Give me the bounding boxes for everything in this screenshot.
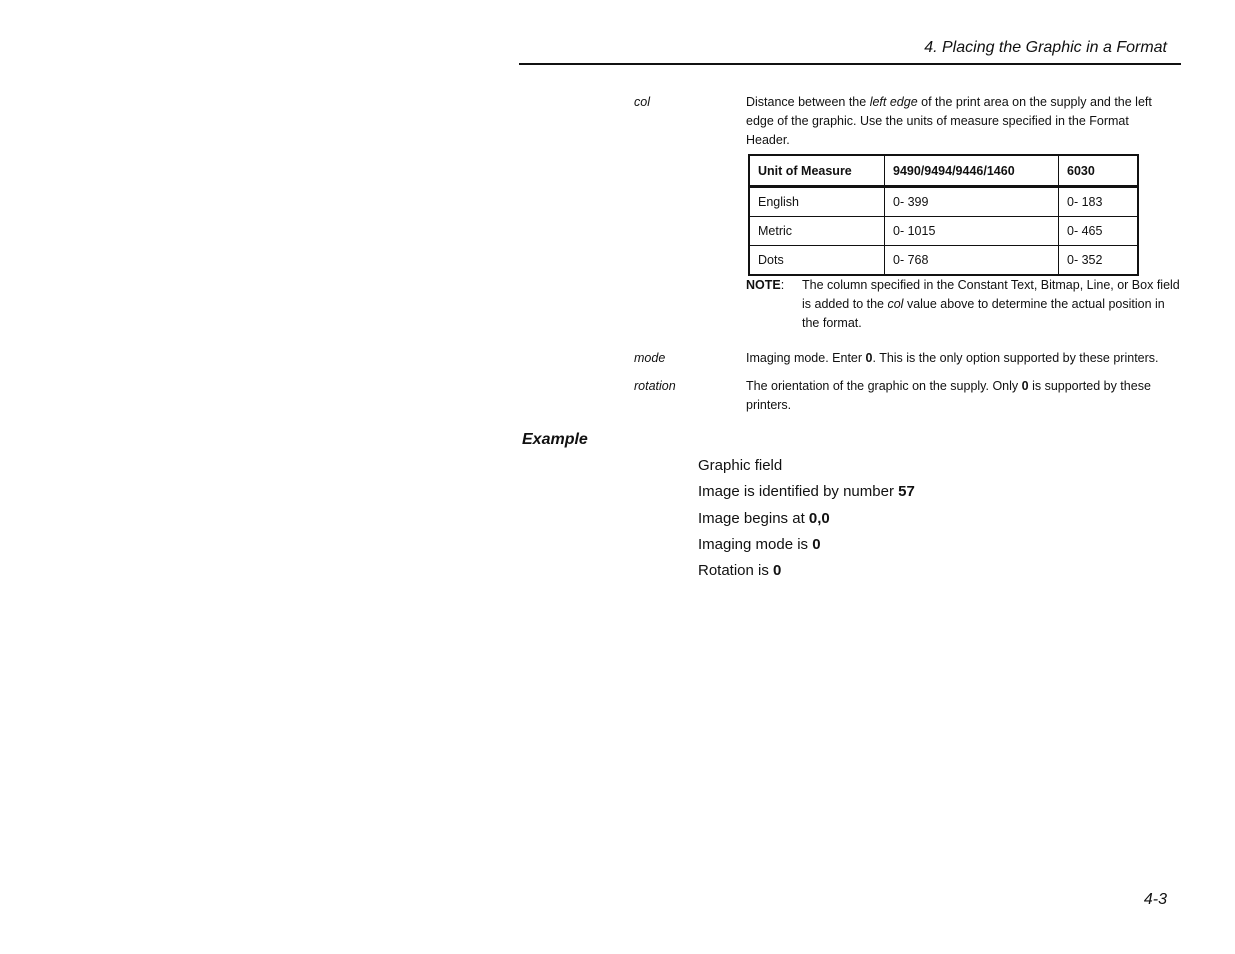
- note-text-1: The column specified in the Constant Text, Bitmap, Line, or Box field is added to the: [802, 278, 1180, 311]
- note-label: [746, 276, 784, 295]
- table-row: [749, 246, 1138, 276]
- table-cell: Metric: [749, 217, 885, 246]
- note-text: [802, 276, 1182, 333]
- note-text-emphasis: col: [887, 297, 904, 311]
- table-cell: 0- 768: [885, 246, 1059, 276]
- list-item: [698, 534, 915, 560]
- chapter-title: 4. Placing the Graphic in a Format: [924, 39, 1167, 56]
- list-item: [698, 560, 915, 586]
- table-cell: English: [749, 187, 885, 217]
- param-term-col: col: [634, 95, 650, 109]
- example-line-text: Imaging mode is: [698, 535, 813, 553]
- example-line-value: 0,0: [808, 509, 830, 527]
- example-line-text: Image is identified by number: [698, 483, 899, 501]
- table-cell: 0- 352: [1059, 246, 1139, 276]
- list-item: [698, 481, 915, 507]
- param-term-mode: mode: [634, 351, 666, 365]
- page-number: 4-3: [1143, 891, 1167, 908]
- list-item: [698, 455, 915, 481]
- param-desc-rotation: [746, 377, 1176, 415]
- param-desc-mode-text-2: . This is the only option supported by these printers.: [872, 351, 1159, 365]
- table-header-cell: 6030: [1059, 155, 1139, 187]
- note-label-colon: :: [780, 278, 785, 292]
- example-line-value: 0: [773, 562, 782, 580]
- list-item: [698, 508, 915, 534]
- table-row: [749, 217, 1138, 246]
- param-desc-mode-value: 0: [865, 351, 873, 365]
- param-desc-col-text-1: Distance between the: [746, 95, 870, 109]
- units-table: [748, 154, 1139, 276]
- example-line-value: 0: [812, 535, 821, 553]
- table-header-row: [749, 155, 1138, 187]
- example-line-text: Rotation is: [698, 562, 774, 580]
- param-desc-mode-text-1: Imaging mode. Enter: [746, 351, 866, 365]
- table-cell: 0- 183: [1059, 187, 1139, 217]
- param-desc-rotation-text-1: The orientation of the graphic on the supply. Only: [746, 379, 1022, 393]
- table-cell: 0- 1015: [885, 217, 1059, 246]
- example-list: [698, 455, 915, 586]
- param-desc-rotation-value: 0: [1021, 379, 1029, 393]
- param-desc-mode: [746, 349, 1186, 368]
- example-line-value: 57: [898, 483, 915, 501]
- param-desc-col-text-2: of the print area on the supply and the left edge of the graphic. Use the units of measure specified in the Format Header.: [746, 95, 1152, 147]
- table-cell: 0- 465: [1059, 217, 1139, 246]
- param-term-rotation: rotation: [634, 379, 676, 393]
- table-header-cell: Unit of Measure: [749, 155, 885, 187]
- table-cell: 0- 399: [885, 187, 1059, 217]
- note-label-text: NOTE: [746, 278, 781, 292]
- example-line-text: Image begins at: [698, 509, 809, 527]
- table-cell: Dots: [749, 246, 885, 276]
- note-text-2: value above to determine the actual position in the format.: [802, 297, 1165, 330]
- param-desc-col-emphasis: left edge: [869, 95, 918, 109]
- param-desc-col: [746, 93, 1176, 150]
- example-heading: Example: [522, 431, 588, 448]
- table-header-cell: 9490/9494/9446/1460: [885, 155, 1059, 187]
- table-row: [749, 187, 1138, 217]
- example-line-text: Graphic field: [698, 457, 783, 474]
- header-rule: [519, 63, 1181, 65]
- param-desc-rotation-text-2: is supported by these printers.: [746, 379, 1151, 412]
